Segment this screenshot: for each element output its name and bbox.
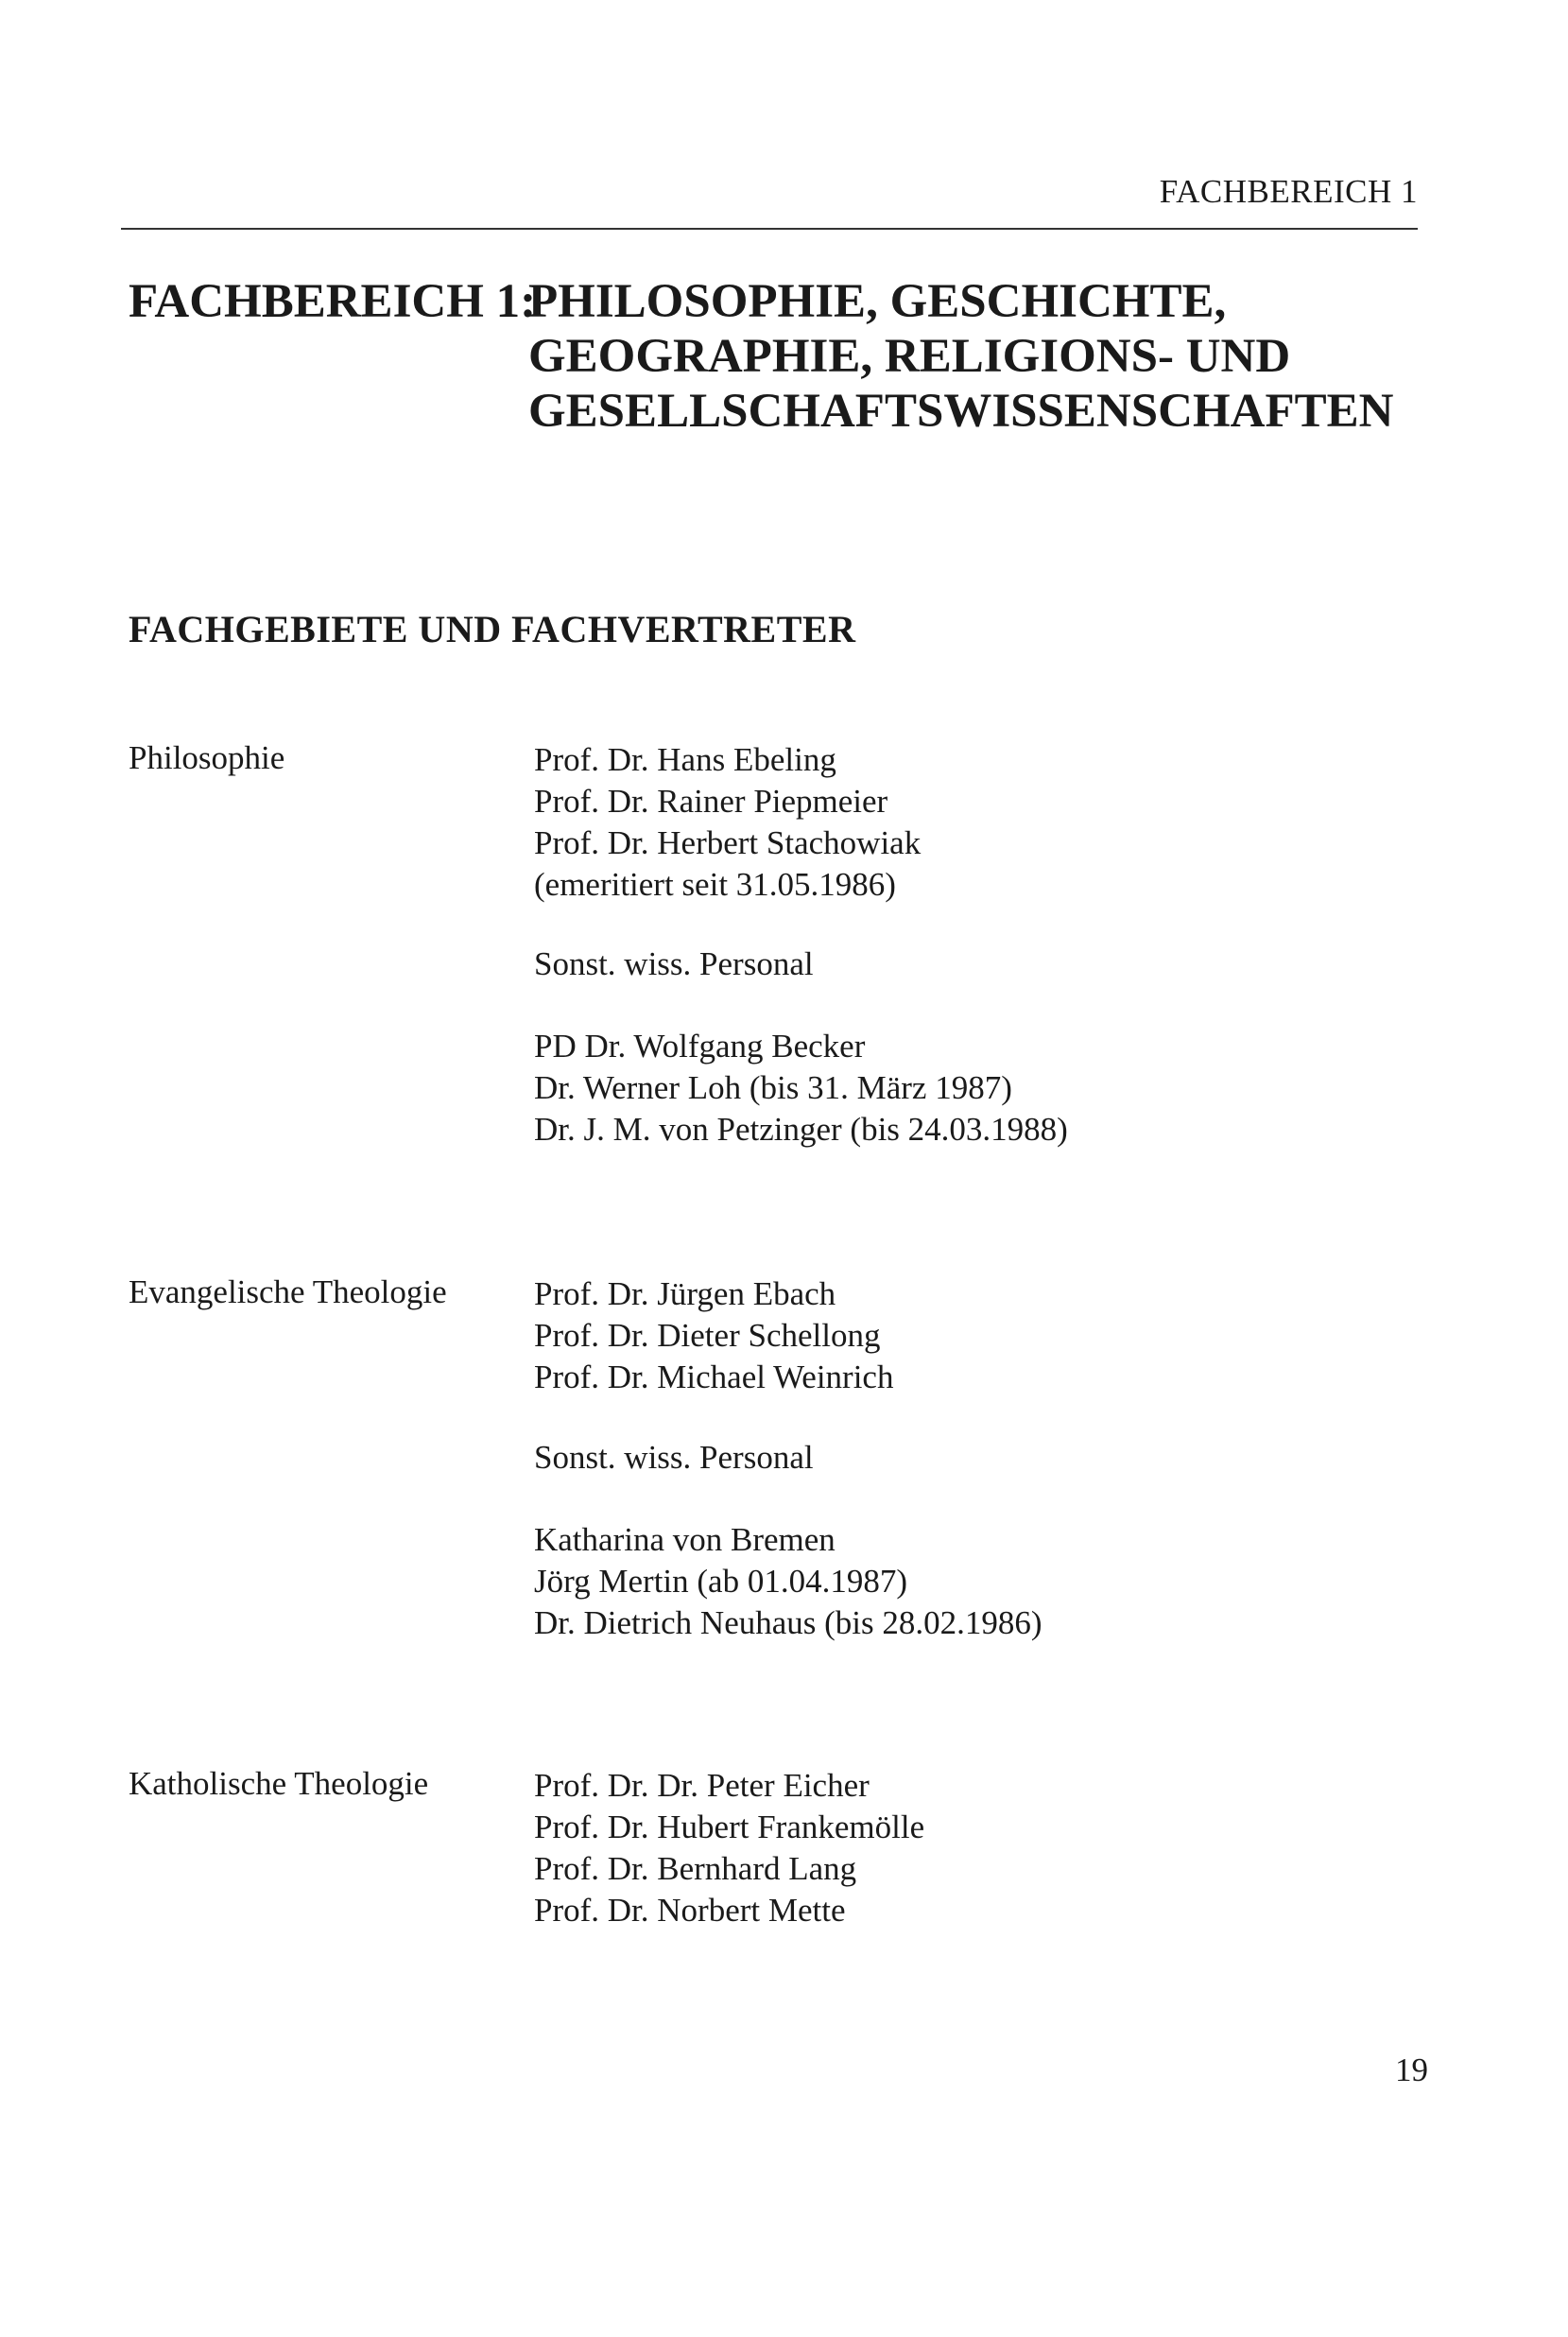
staff-name: Dr. J. M. von Petzinger (bis 24.03.1988) — [534, 1111, 1068, 1148]
professor-list-katholische-theologie — [534, 1765, 924, 1931]
subject-evangelische-theologie: Evangelische Theologie — [129, 1273, 447, 1310]
staff-name: Jörg Mertin (ab 01.04.1987) — [534, 1563, 907, 1600]
section-heading: FACHGEBIETE UND FACHVERTRETER — [129, 608, 856, 650]
staff-heading-philosophie: Sonst. wiss. Personal — [534, 945, 814, 982]
staff-name: Dr. Dietrich Neuhaus (bis 28.02.1986) — [534, 1604, 1042, 1641]
professor-name: Prof. Dr. Michael Weinrich — [534, 1359, 894, 1395]
running-head — [121, 173, 1418, 230]
chapter-label: FACHBEREICH 1: — [129, 275, 537, 328]
staff-heading-evangelische-theologie: Sonst. wiss. Personal — [534, 1439, 814, 1476]
professor-name: Prof. Dr. Hans Ebeling — [534, 741, 836, 778]
chapter-title-line: GESELLSCHAFTSWISSENSCHAFTEN — [528, 385, 1394, 438]
staff-list-evangelische-theologie — [534, 1519, 1042, 1644]
professor-name: Prof. Dr. Herbert Stachowiak — [534, 824, 922, 861]
staff-list-philosophie — [534, 1026, 1068, 1151]
professor-note: (emeritiert seit 31.05.1986) — [534, 866, 896, 903]
staff-name: PD Dr. Wolfgang Becker — [534, 1028, 866, 1065]
professor-name: Prof. Dr. Jürgen Ebach — [534, 1275, 836, 1312]
professor-name: Prof. Dr. Dr. Peter Eicher — [534, 1767, 870, 1804]
professor-list-philosophie — [534, 739, 921, 906]
staff-name: Katharina von Bremen — [534, 1521, 836, 1558]
chapter-title-line: GEOGRAPHIE, RELIGIONS- UND — [528, 330, 1291, 383]
professor-name: Prof. Dr. Hubert Frankemölle — [534, 1809, 925, 1845]
professor-list-evangelische-theologie — [534, 1273, 893, 1398]
professor-name: Prof. Dr. Dieter Schellong — [534, 1317, 881, 1354]
page-number: 19 — [1395, 2051, 1428, 2088]
running-head-text: FACHBEREICH 1 — [1159, 173, 1418, 210]
chapter-title-line: PHILOSOPHIE, GESCHICHTE, — [528, 275, 1227, 328]
subject-philosophie: Philosophie — [129, 739, 285, 776]
chapter-title-lines — [528, 274, 1393, 439]
subject-katholische-theologie: Katholische Theologie — [129, 1765, 429, 1802]
professor-name: Prof. Dr. Norbert Mette — [534, 1892, 846, 1929]
professor-name: Prof. Dr. Bernhard Lang — [534, 1850, 857, 1887]
staff-name: Dr. Werner Loh (bis 31. März 1987) — [534, 1069, 1012, 1106]
professor-name: Prof. Dr. Rainer Piepmeier — [534, 783, 888, 820]
